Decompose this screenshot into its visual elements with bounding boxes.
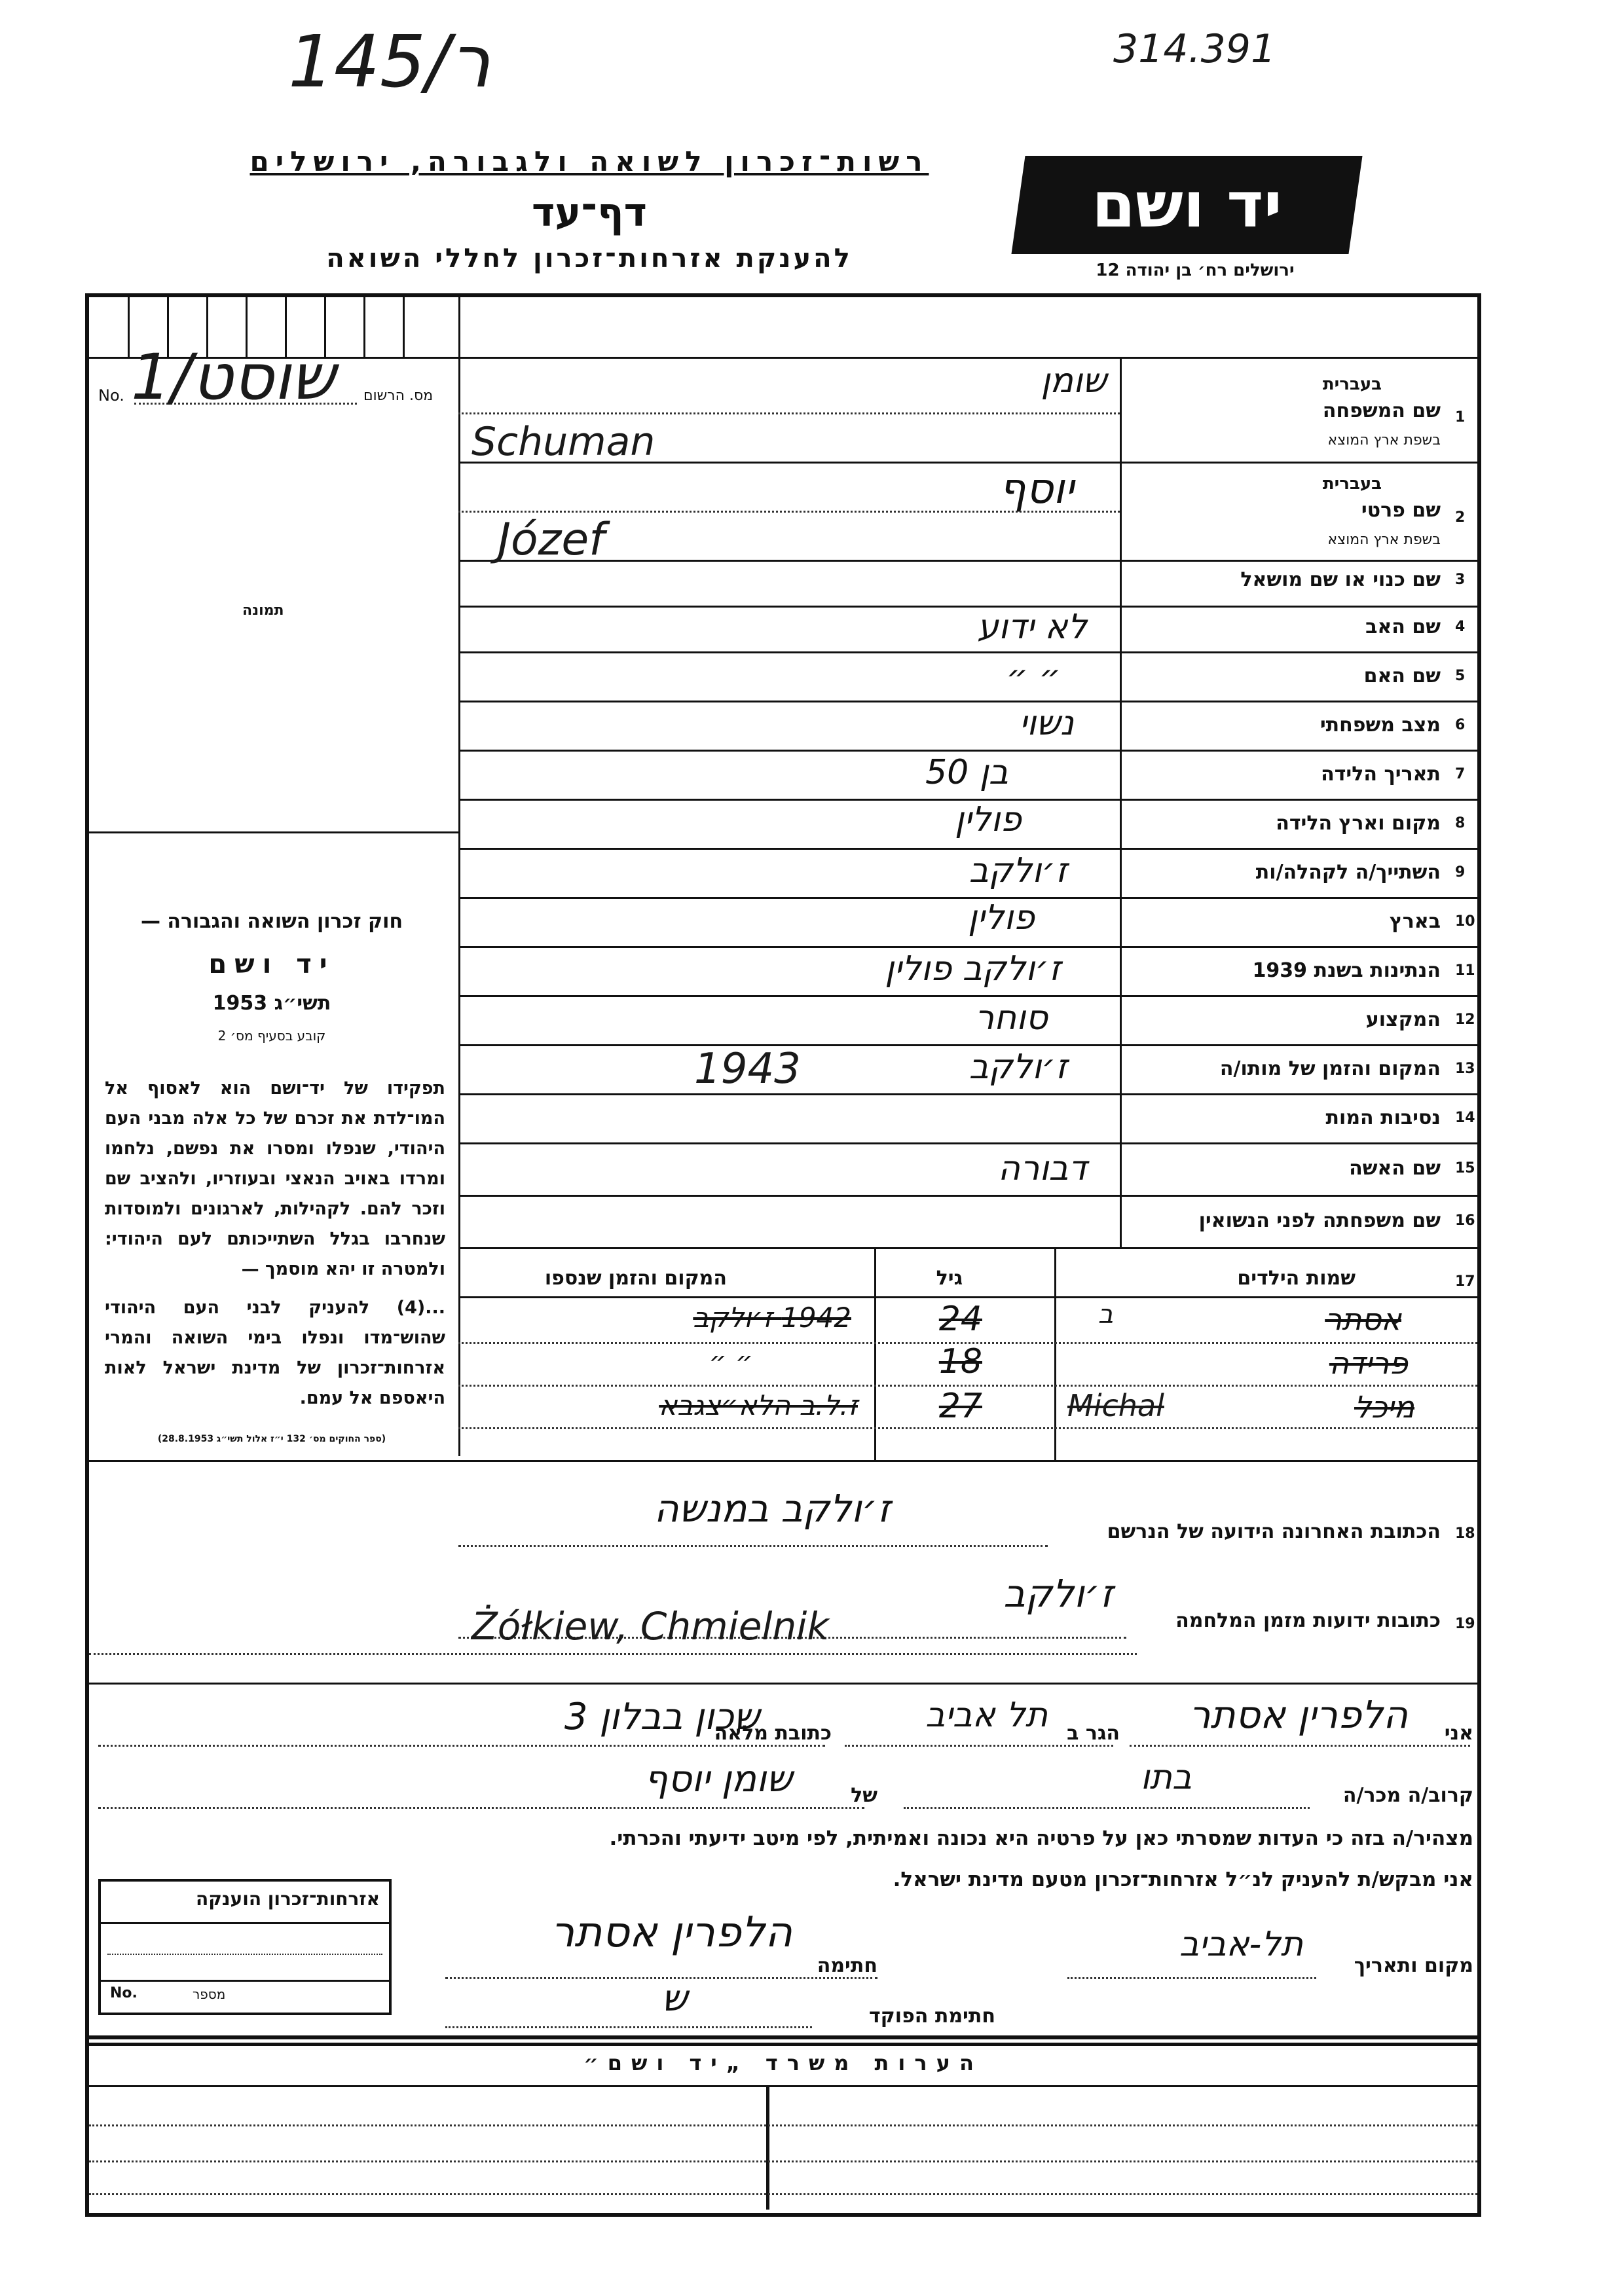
birth-date-value: בן 50 bbox=[925, 753, 1008, 792]
father-name-value: לא ידוע bbox=[977, 608, 1087, 647]
law-reference: (ספר החוקים מס׳ 132 י״ז אלול תשי״ג 28.8.1953) bbox=[157, 1434, 386, 1444]
cert-box-no-label: No. bbox=[110, 1985, 138, 2001]
row-number: 11 bbox=[1455, 962, 1475, 979]
row-number: 4 bbox=[1455, 619, 1466, 635]
of-value: שומן יוסף bbox=[644, 1758, 792, 1800]
surname-hebrew-value: שומן bbox=[1041, 361, 1107, 401]
child-name: אסתר bbox=[1325, 1302, 1401, 1337]
child-age: 27 bbox=[938, 1387, 982, 1426]
nickname-label: שם כנוי או שם מושאל bbox=[1240, 568, 1441, 591]
given-name-label: שם פרטי bbox=[1361, 499, 1441, 522]
resides-value: תל אביב bbox=[925, 1696, 1048, 1735]
cert-box-title: אזרחות־זכרון הוענקה bbox=[196, 1888, 380, 1910]
form-title: דף־עד bbox=[532, 190, 647, 236]
surname-local-tag: בשפת ארץ המוצא bbox=[1327, 432, 1441, 448]
row-number: 1 bbox=[1455, 409, 1466, 426]
row-number: 14 bbox=[1455, 1110, 1475, 1126]
photo-label: תמונה bbox=[242, 602, 284, 619]
declarant-name: הלפרין אסתר bbox=[1189, 1692, 1408, 1737]
country-value: פולין bbox=[968, 898, 1035, 938]
officer-signature-label: חתימת הפוקד bbox=[869, 2005, 995, 2028]
father-name-label: שם האב bbox=[1365, 615, 1441, 638]
row-number: 2 bbox=[1455, 509, 1466, 526]
children-age-header: גיל bbox=[936, 1267, 963, 1290]
row-number: 10 bbox=[1455, 913, 1475, 930]
reg-label: מס. הרשום bbox=[363, 388, 434, 404]
row-number: 19 bbox=[1455, 1616, 1475, 1632]
row-number: 3 bbox=[1455, 572, 1466, 588]
logo-address: ירושלים רח׳ בן יהודה 12 bbox=[1096, 261, 1295, 280]
child-note: Michal bbox=[1067, 1388, 1164, 1423]
child-name: פרידה bbox=[1329, 1345, 1408, 1381]
row-number: 17 bbox=[1455, 1273, 1475, 1290]
law-text: תפקידו של יד־ושם הוא לאסוף אל המו־לדת את זכרם של כל אלה מבני העם היהודי, שנפלו ומסרו את נפשם, נלחמו ומרדו באויב הנאצי ובעוזריו, ולהציב שם וזכר להם. לקהילות, לארגונים ולמוסדות שנחרבו בגלל השתייכותם לעם היהודי: ולמטרה זו יהא מוסמך — bbox=[105, 1078, 445, 1279]
mother-name-label: שם האם bbox=[1363, 665, 1441, 687]
declaration-statement: מצהיר/ה בזה כי העדות שמסרתי כאן על פרטיה היא נכונה ואמיתית, לפי מיטב ידיעתי והכרתי. bbox=[609, 1827, 1473, 1850]
place-date-label: מקום ותאריך bbox=[1354, 1954, 1473, 1977]
child-place: ז.ל.ב הלא״צגבא bbox=[659, 1389, 858, 1421]
law-title: חוק זכרון השואה והגבורה — bbox=[140, 910, 403, 933]
child-place: 1942 ז׳ולקב bbox=[693, 1302, 851, 1334]
surname-hebrew-tag: בעברית bbox=[1322, 374, 1382, 394]
row-number: 8 bbox=[1455, 815, 1466, 831]
row-number: 13 bbox=[1455, 1061, 1475, 1077]
surname-label: שם המשפחה bbox=[1322, 399, 1441, 422]
wartime-address-local: Żółkiew, Chmielnik bbox=[471, 1604, 829, 1649]
officer-signature-value: ש bbox=[661, 1977, 688, 2020]
child-age: 18 bbox=[938, 1342, 982, 1381]
last-address-value: ז׳ולקב במנשה bbox=[654, 1486, 891, 1531]
law-year: תשי״ג 1953 bbox=[212, 992, 331, 1015]
logo-text: יד ושם bbox=[1092, 168, 1282, 242]
row-number: 15 bbox=[1455, 1160, 1475, 1176]
office-notes-title: הערות משרד „יד ושם״ bbox=[583, 2050, 983, 2075]
children-place-header: המקום והזמן שנספו bbox=[544, 1267, 727, 1290]
given-name-hebrew-value: יוסף bbox=[999, 465, 1074, 513]
declarant-label: אני bbox=[1444, 1722, 1473, 1745]
cert-box-number-label: מספר bbox=[193, 1986, 226, 2002]
declaration-request: אני מבקש/ת להעניק לנ״ל אזרחות־זכרון מטעם מדינת ישראל. bbox=[893, 1868, 1473, 1891]
child-name: מיכל bbox=[1354, 1389, 1414, 1425]
office-notes-area bbox=[85, 2030, 1481, 2217]
surname-local-value: Schuman bbox=[471, 419, 655, 465]
maiden-name-label: שם משפחתה לפני הנשואין bbox=[1198, 1209, 1441, 1232]
yad-vashem-logo bbox=[1011, 156, 1362, 254]
wartime-addresses-label: כתובות ידועות מזמן המלחמה bbox=[1175, 1609, 1441, 1632]
given-name-local-tag: בשפת ארץ המוצא bbox=[1327, 532, 1441, 548]
signature-label: חתימה bbox=[817, 1954, 877, 1977]
full-address-value: שכון בבלון 3 bbox=[564, 1696, 760, 1738]
community-label: השתייך/ה לקהלה/ות bbox=[1255, 861, 1441, 884]
reg-no-label: No. bbox=[98, 386, 124, 405]
resides-label: הגר ב bbox=[1067, 1722, 1120, 1745]
last-address-label: הכתובת האחרונה הידועה של הנרשם bbox=[1107, 1520, 1441, 1543]
marital-status-value: נשוי bbox=[1019, 704, 1074, 743]
nationality-1939-value: ז׳ולקב פולין bbox=[885, 949, 1061, 989]
authority-title: רשות־זכרון לשואה ולגבורה, ירושלים bbox=[249, 145, 929, 177]
country-label: בארץ bbox=[1389, 910, 1441, 933]
marital-status-label: מצב משפחתי bbox=[1320, 714, 1441, 737]
form-subtitle: להענקת אזרחות־זכרון לחללי השואה bbox=[326, 244, 853, 274]
law-item: ...(4) להעניק לבני העם היהודי שהוש־מדו ונפלו בימי השואה והמרי אזרחות־זכרון של מדינת ישראל לאות היאספם אל עמם. bbox=[105, 1298, 445, 1408]
wartime-address-value: ז׳ולקב bbox=[1003, 1571, 1113, 1616]
child-place: ״ ״ bbox=[709, 1345, 753, 1377]
row-number: 6 bbox=[1455, 717, 1466, 733]
given-name-local-value: Józef bbox=[498, 514, 605, 566]
nationality-1939-label: הנתינות בשנת 1939 bbox=[1252, 959, 1441, 982]
wife-name-value: דבורה bbox=[998, 1149, 1087, 1188]
death-place-value: ז׳ולקב bbox=[969, 1048, 1067, 1087]
law-name: יד ושם bbox=[208, 949, 335, 979]
community-value: ז׳ולקב bbox=[969, 851, 1067, 890]
reg-value: שוסט/1 bbox=[131, 340, 336, 414]
death-place-time-label: המקום והזמן של מותו/ה bbox=[1219, 1057, 1441, 1080]
row-number: 5 bbox=[1455, 668, 1466, 684]
of-label: של bbox=[851, 1784, 877, 1807]
citizenship-granted-box bbox=[98, 1879, 392, 2015]
birth-place-label: מקום וארץ הלידה bbox=[1276, 812, 1441, 835]
birth-date-label: תאריך הלידה bbox=[1321, 763, 1441, 786]
row-number: 7 bbox=[1455, 766, 1466, 782]
mother-name-value: ״ ״ bbox=[1006, 658, 1061, 697]
row-number: 12 bbox=[1455, 1011, 1475, 1028]
relative-value: בתו bbox=[1140, 1758, 1192, 1797]
child-age: 24 bbox=[938, 1300, 982, 1339]
profession-value: סוחר bbox=[974, 998, 1048, 1038]
full-address-label: כתובת מלאה bbox=[714, 1722, 832, 1745]
death-year-value: 1943 bbox=[694, 1045, 801, 1093]
children-names-header: שמות הילדים bbox=[1237, 1267, 1356, 1290]
birth-place-value: פולין bbox=[955, 800, 1022, 839]
death-circumstances-label: נסיבות המות bbox=[1325, 1106, 1441, 1129]
wife-name-label: שם האשה bbox=[1349, 1157, 1441, 1180]
given-name-hebrew-tag: בעברית bbox=[1322, 474, 1382, 494]
relative-label: קרוב/ה מכר/ה bbox=[1342, 1784, 1473, 1807]
place-date-value: תל-אביב bbox=[1179, 1925, 1303, 1964]
child-note: ב bbox=[1098, 1300, 1113, 1330]
file-number-handwritten: ר/145 bbox=[288, 20, 491, 103]
law-clause: קובע בסעיף מס׳ 2 bbox=[217, 1028, 326, 1044]
signature-value: הלפרין אסתר bbox=[551, 1908, 792, 1957]
archive-number: 314.391 bbox=[1113, 26, 1276, 72]
row-number: 18 bbox=[1455, 1525, 1475, 1542]
profession-label: המקצוע bbox=[1365, 1008, 1441, 1031]
row-number: 16 bbox=[1455, 1212, 1475, 1229]
row-number: 9 bbox=[1455, 864, 1466, 881]
